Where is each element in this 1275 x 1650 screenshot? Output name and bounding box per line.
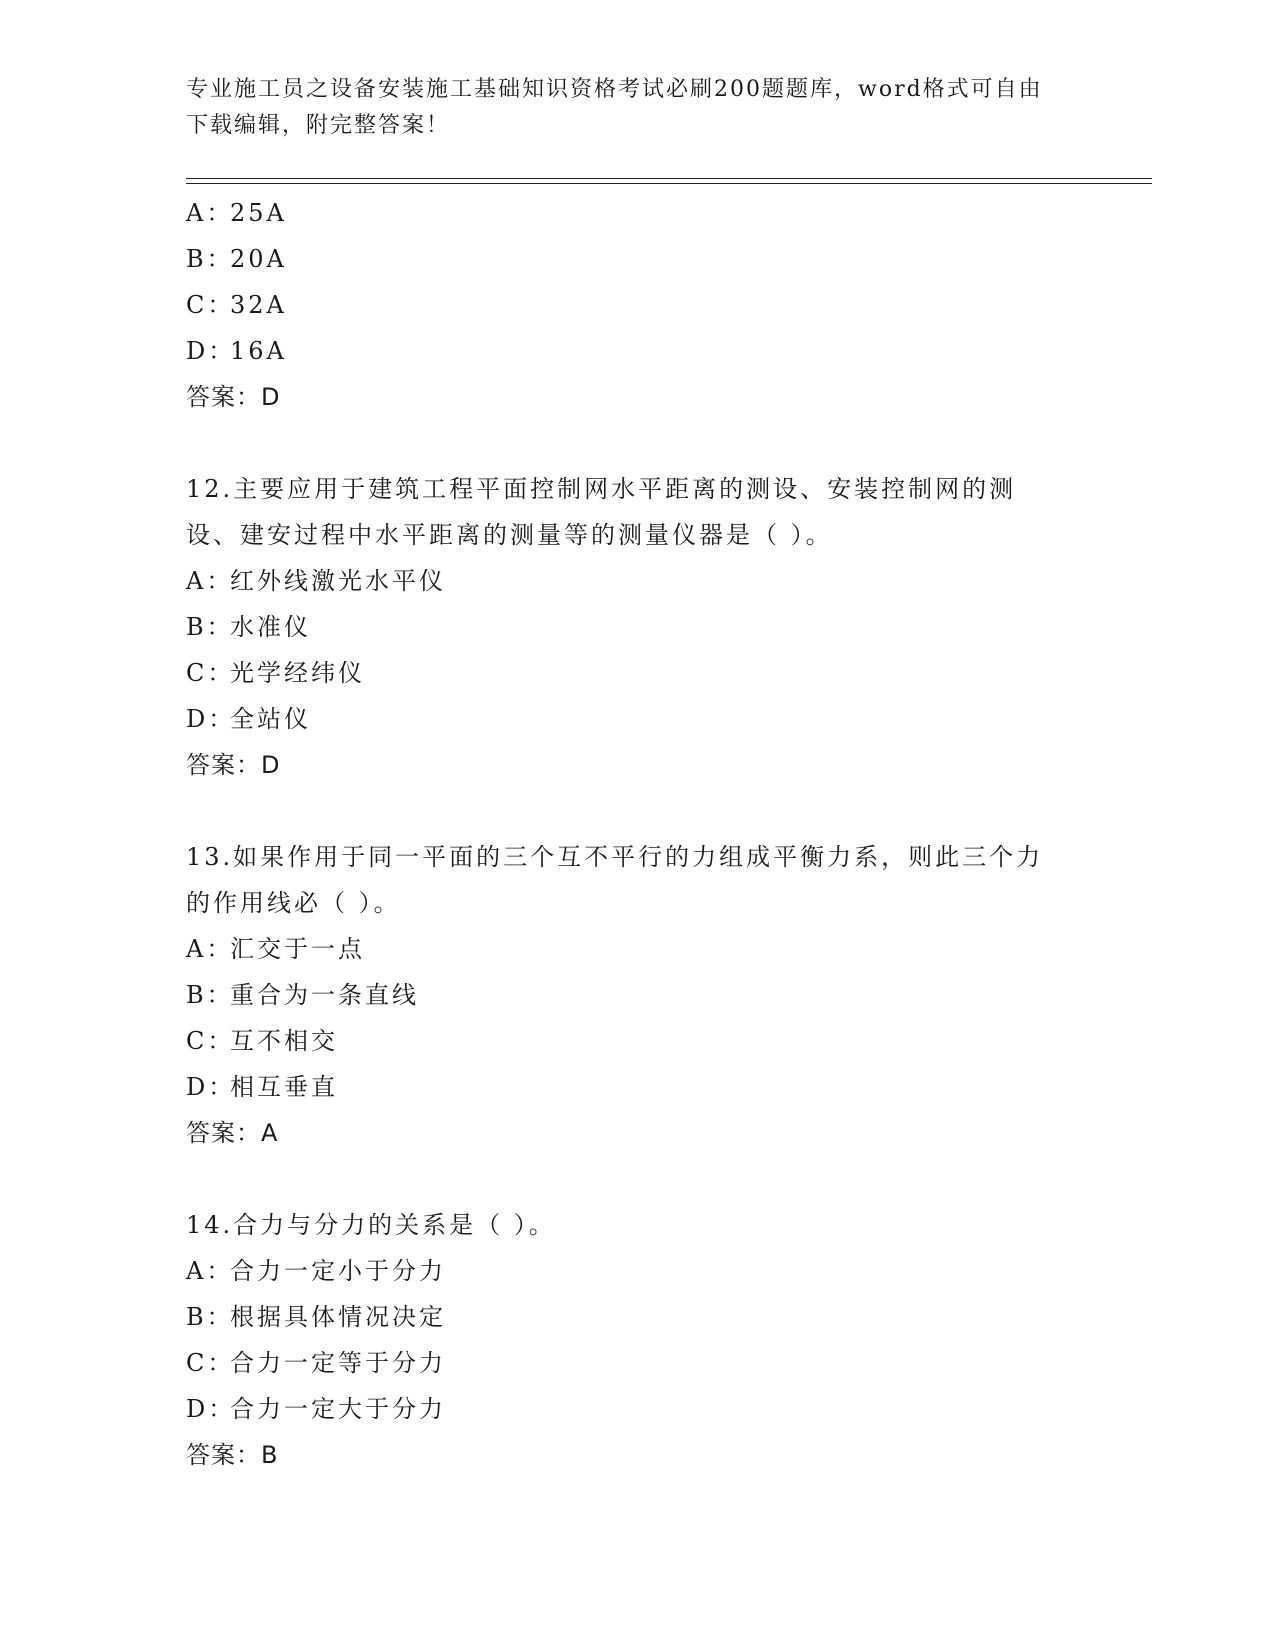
option-text: 合力一定小于分力 [230, 1257, 446, 1285]
option-row [186, 1248, 1086, 1294]
spacer [186, 1156, 1086, 1202]
answer-row [186, 374, 1086, 420]
option-text: 相互垂直 [230, 1073, 338, 1101]
option-letter: D： [186, 337, 236, 365]
option-text: 汇交于一点 [230, 935, 365, 963]
option-letter: C： [186, 291, 235, 319]
option-text: 合力一定等于分力 [230, 1349, 446, 1377]
document-title: 专业施工员之设备安装施工基础知识资格考试必刷200题题库，word格式可自由下载编辑，附完整答案！ [186, 77, 1043, 138]
option-letter: A： [186, 567, 234, 595]
option-letter: A： [186, 1257, 234, 1285]
answer-row [186, 1432, 1086, 1478]
option-letter: C： [186, 1027, 235, 1055]
option-letter: A： [186, 199, 234, 227]
option-row [186, 650, 1086, 696]
question-content [186, 190, 1086, 1478]
answer-value: D [261, 751, 281, 779]
answer-label: 答案： [186, 751, 261, 779]
option-text: 光学经纬仪 [230, 659, 365, 687]
option-text: 互不相交 [230, 1027, 338, 1055]
question-stem: 主要应用于建筑工程平面控制网水平距离的测设、安装控制网的测设、建安过程中水平距离的测量等的测量仪器是（ ）。 [186, 475, 1017, 549]
option-text: 20A [230, 245, 287, 273]
header-divider-top [186, 178, 1152, 179]
option-row [186, 1386, 1086, 1432]
question-number: 12. [186, 475, 234, 503]
option-letter: B： [186, 1303, 234, 1331]
option-row [186, 604, 1086, 650]
option-row [186, 282, 1086, 328]
question-text [186, 1202, 1066, 1248]
question-block [186, 1202, 1086, 1478]
option-letter: C： [186, 659, 235, 687]
spacer [186, 420, 1086, 466]
option-row [186, 190, 1086, 236]
question-number: 13. [186, 843, 234, 871]
option-row [186, 1340, 1086, 1386]
option-text: 全站仪 [230, 705, 311, 733]
option-letter: B： [186, 245, 234, 273]
option-letter: D： [186, 1073, 236, 1101]
option-letter: B： [186, 613, 234, 641]
option-row [186, 1018, 1086, 1064]
option-letter: D： [186, 705, 236, 733]
option-row [186, 236, 1086, 282]
option-row [186, 558, 1086, 604]
question-block [186, 466, 1086, 788]
answer-value: D [261, 383, 281, 411]
option-row [186, 696, 1086, 742]
option-text: 25A [230, 199, 287, 227]
option-text: 根据具体情况决定 [230, 1303, 446, 1331]
question-stem: 合力与分力的关系是（ ）。 [233, 1211, 556, 1239]
option-text: 16A [230, 337, 287, 365]
option-row [186, 328, 1086, 374]
option-row [186, 926, 1086, 972]
option-letter: D： [186, 1395, 236, 1423]
option-text: 红外线激光水平仪 [230, 567, 446, 595]
answer-row [186, 1110, 1086, 1156]
question-number: 14. [186, 1211, 234, 1239]
option-row [186, 1294, 1086, 1340]
option-row [186, 972, 1086, 1018]
spacer [186, 788, 1086, 834]
answer-value: B [261, 1441, 279, 1469]
question-block-continued [186, 190, 1086, 420]
question-text [186, 466, 1066, 558]
option-row [186, 1064, 1086, 1110]
option-letter: B： [186, 981, 234, 1009]
answer-label: 答案： [186, 1441, 261, 1469]
option-text: 水准仪 [230, 613, 311, 641]
option-text: 32A [230, 291, 287, 319]
option-letter: A： [186, 935, 234, 963]
option-text: 合力一定大于分力 [230, 1395, 446, 1423]
question-stem: 如果作用于同一平面的三个互不平行的力组成平衡力系，则此三个力的作用线必（ ）。 [186, 843, 1044, 917]
answer-value: A [261, 1119, 279, 1147]
option-letter: C： [186, 1349, 235, 1377]
option-text: 重合为一条直线 [230, 981, 419, 1009]
answer-label: 答案： [186, 1119, 261, 1147]
answer-label: 答案： [186, 383, 261, 411]
question-text [186, 834, 1066, 926]
question-block [186, 834, 1086, 1156]
header-divider-bottom [186, 183, 1152, 184]
answer-row [186, 742, 1086, 788]
